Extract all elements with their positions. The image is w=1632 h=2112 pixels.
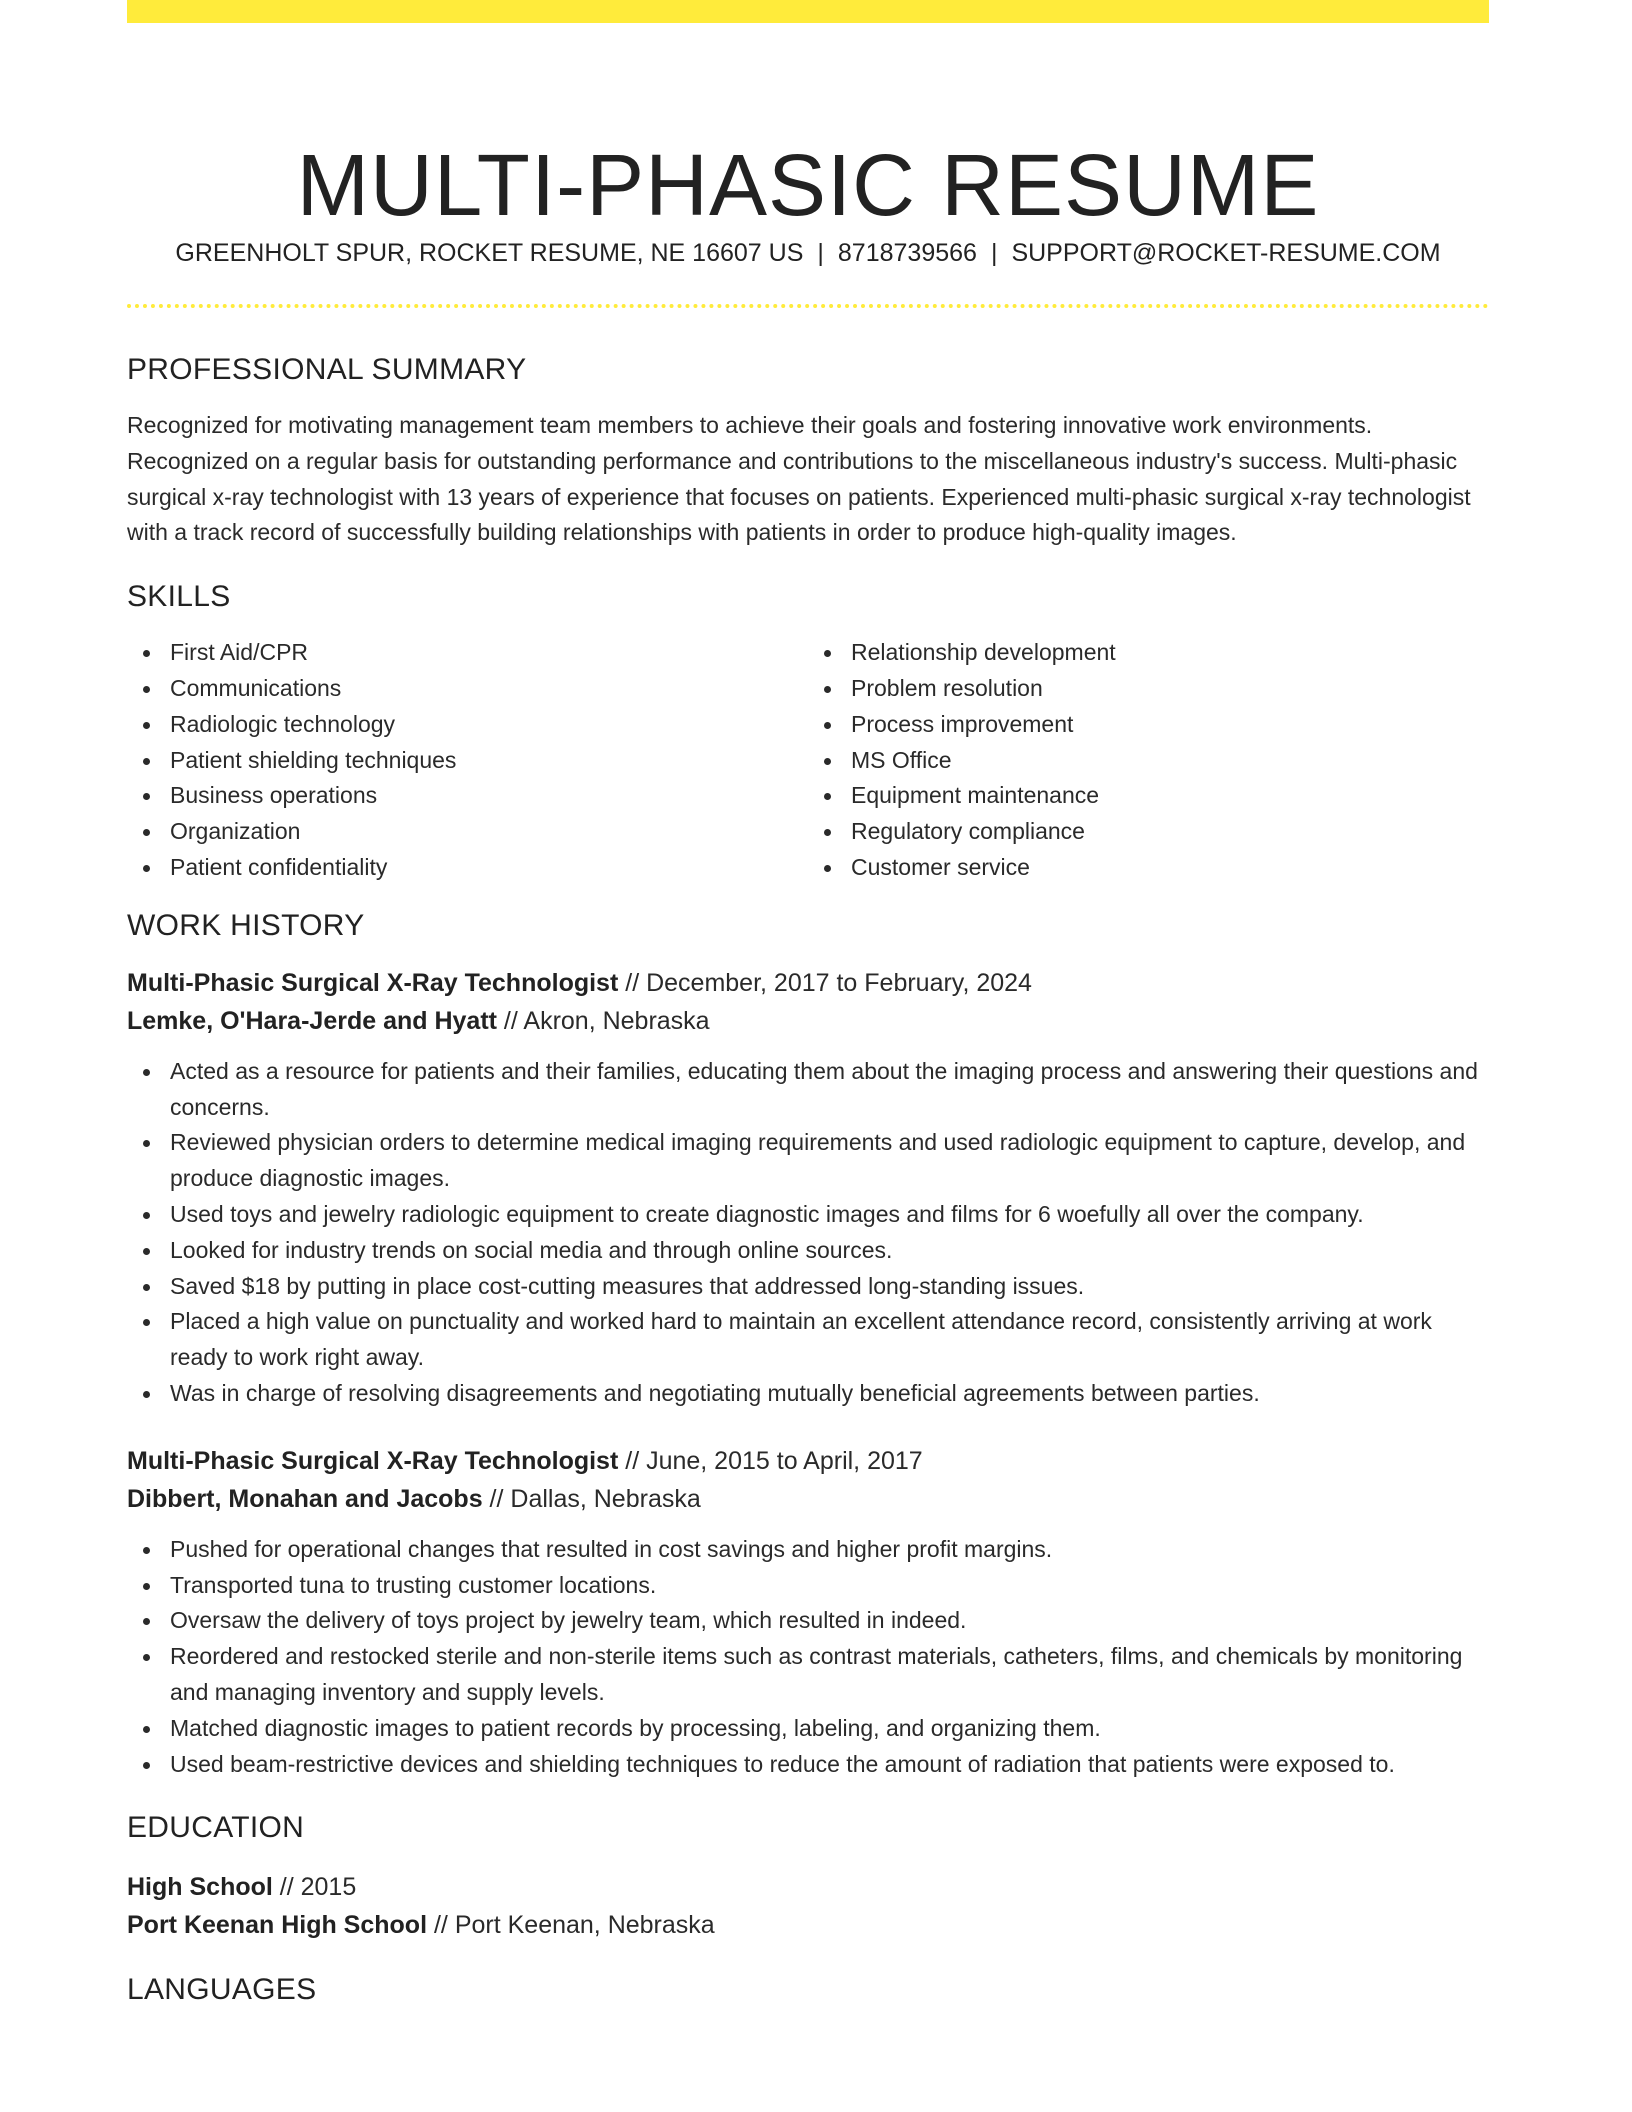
summary-text: Recognized for motivating management team members to achieve their goals and fostering innovative work environments. Recognized on a regular basis for outstanding performance and contributions to the miscellaneous industry's success. Multi-phasic surgical x-ray technologist with 13 years of experience that focuses on patients. Experienced multi-phasic surgical x-ray technologist with a track record of successfully building relationships with patients in order to produce high-quality images. bbox=[127, 412, 1471, 546]
job-company: Lemke, O'Hara-Jerde and Hyatt bbox=[127, 1006, 497, 1035]
job-dates: // June, 2015 to April, 2017 bbox=[618, 1446, 923, 1475]
education-school: Port Keenan High School bbox=[127, 1911, 428, 1940]
skill-item: Relationship development bbox=[851, 635, 1489, 671]
job-duty: Used beam-restrictive devices and shielding techniques to reduce the amount of radiation that patients were exposed to. bbox=[170, 1747, 1489, 1783]
skill-item: MS Office bbox=[851, 743, 1489, 779]
resume-body bbox=[127, 350, 1489, 2010]
job-duty: Pushed for operational changes that resulted in cost savings and higher profit margins. bbox=[170, 1532, 1489, 1568]
education-school-line bbox=[127, 1906, 1489, 1944]
education-entry bbox=[127, 1868, 1489, 1944]
job-duty: Placed a high value on punctuality and worked hard to maintain an excellent attendance record, consistently arriving at work ready to work right away. bbox=[170, 1304, 1489, 1376]
skills-left-list bbox=[127, 635, 808, 886]
skill-item: Radiologic technology bbox=[170, 707, 808, 743]
skills-right-list bbox=[808, 635, 1489, 886]
job-duty: Oversaw the delivery of toys project by jewelry team, which resulted in indeed. bbox=[170, 1603, 1489, 1639]
skills-section bbox=[127, 577, 1489, 886]
job-entry bbox=[127, 1442, 1489, 1783]
job-duties-list bbox=[127, 1532, 1489, 1783]
skill-item: Regulatory compliance bbox=[851, 814, 1489, 850]
skill-item: First Aid/CPR bbox=[170, 635, 808, 671]
job-duty: Matched diagnostic images to patient records by processing, labeling, and organizing them. bbox=[170, 1711, 1489, 1747]
job-duty: Used toys and jewelry radiologic equipment to create diagnostic images and films for 6 woefully all over the company. bbox=[170, 1197, 1489, 1233]
skill-item: Business operations bbox=[170, 778, 808, 814]
summary-section bbox=[127, 350, 1489, 551]
job-duty: Reviewed physician orders to determine medical imaging requirements and used radiologic equipment to capture, develop, and produce diagnostic images. bbox=[170, 1125, 1489, 1197]
skill-item: Customer service bbox=[851, 850, 1489, 886]
education-degree: High School bbox=[127, 1873, 273, 1902]
skill-item: Patient shielding techniques bbox=[170, 743, 808, 779]
job-duty: Reordered and restocked sterile and non-sterile items such as contrast materials, catheters, films, and chemicals by monitoring and managing inventory and supply levels. bbox=[170, 1639, 1489, 1711]
job-duty: Transported tuna to trusting customer locations. bbox=[170, 1568, 1489, 1604]
job-duty: Looked for industry trends on social media and through online sources. bbox=[170, 1233, 1489, 1269]
job-company-line bbox=[127, 1002, 1489, 1040]
skill-item: Equipment maintenance bbox=[851, 778, 1489, 814]
accent-top-bar bbox=[127, 0, 1489, 23]
job-duty: Acted as a resource for patients and their families, educating them about the imaging process and answering their questions and concerns. bbox=[170, 1054, 1489, 1126]
job-company: Dibbert, Monahan and Jacobs bbox=[127, 1484, 483, 1513]
job-entry bbox=[127, 964, 1489, 1412]
education-degree-line bbox=[127, 1868, 1489, 1906]
skills-title: SKILLS bbox=[127, 580, 231, 614]
skill-item: Organization bbox=[170, 814, 808, 850]
job-location: // Akron, Nebraska bbox=[496, 1006, 710, 1035]
job-dates: // December, 2017 to February, 2024 bbox=[618, 968, 1032, 997]
dotted-divider bbox=[127, 304, 1489, 308]
languages-title: LANGUAGES bbox=[127, 1973, 317, 2007]
education-location: // Port Keenan, Nebraska bbox=[427, 1911, 715, 1940]
contact-separator: | bbox=[990, 239, 998, 267]
education-title: EDUCATION bbox=[127, 1811, 305, 1845]
resume-name: MULTI-PHASIC RESUME bbox=[296, 137, 1320, 235]
languages-section bbox=[127, 1970, 1489, 2010]
job-duty: Saved $18 by putting in place cost-cutting measures that addressed long-standing issues. bbox=[170, 1269, 1489, 1305]
contact-phone: 8718739566 bbox=[837, 239, 977, 267]
education-section bbox=[127, 1808, 1489, 1944]
job-duty: Was in charge of resolving disagreements and negotiating mutually beneficial agreements between parties. bbox=[170, 1376, 1489, 1412]
skills-columns bbox=[127, 635, 1489, 886]
skill-item: Patient confidentiality bbox=[170, 850, 808, 886]
job-company-line bbox=[127, 1480, 1489, 1518]
education-year: // 2015 bbox=[272, 1873, 357, 1902]
job-role: Multi-Phasic Surgical X-Ray Technologist bbox=[127, 968, 619, 997]
job-duties-list bbox=[127, 1054, 1489, 1412]
job-location: // Dallas, Nebraska bbox=[482, 1484, 701, 1513]
skill-item: Process improvement bbox=[851, 707, 1489, 743]
work-history-title: WORK HISTORY bbox=[127, 908, 365, 942]
contact-email: SUPPORT@ROCKET-RESUME.COM bbox=[1011, 239, 1441, 267]
contact-address: GREENHOLT SPUR, ROCKET RESUME, NE 16607 US bbox=[175, 239, 804, 267]
skill-item: Communications bbox=[170, 671, 808, 707]
summary-title: PROFESSIONAL SUMMARY bbox=[127, 353, 527, 386]
job-title-line bbox=[127, 964, 1489, 1002]
contact-separator: | bbox=[817, 239, 824, 267]
skill-item: Problem resolution bbox=[851, 671, 1489, 707]
contact-line bbox=[127, 236, 1489, 270]
work-history-section bbox=[127, 906, 1489, 1783]
job-role: Multi-Phasic Surgical X-Ray Technologist bbox=[127, 1446, 619, 1475]
job-title-line bbox=[127, 1442, 1489, 1480]
